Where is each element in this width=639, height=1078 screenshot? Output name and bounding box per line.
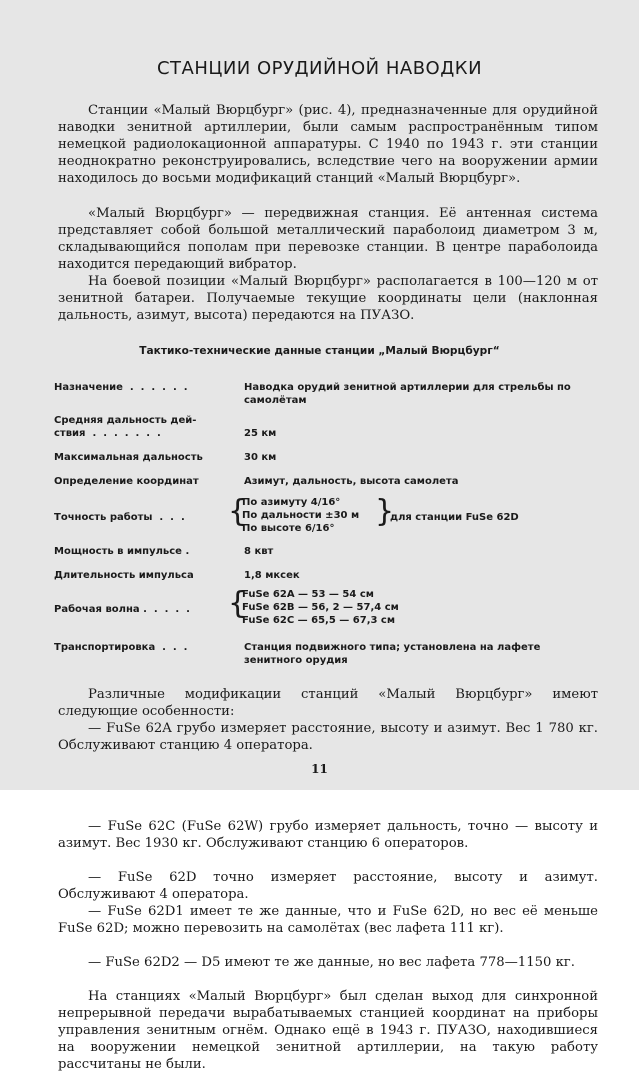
paragraph-sync-output: На станциях «Малый Вюрцбург» был сделан выход для синхронной непрерывной передачи вырабатываемых станцией координат на приборы управления зенитным огнём. Однако ещё в 1943 г. ПУАЗО, находившиеся на вооружении немецкой зенитной артиллерии, на такую работу рассчитаны не были. [58, 989, 598, 1072]
spec-label-avg-range: Средняя дальность дей- ствия . . . . . . . [54, 415, 197, 439]
spec-label-transport: Транспортировка . . . [54, 642, 188, 653]
page-title: СТАНЦИИ ОРУДИЙНОЙ НАВОДКИ [156, 58, 483, 79]
spec-label-accuracy: Точность работы . . . [54, 512, 185, 523]
spec-value-max-range: 30 км [244, 452, 277, 463]
spec-value-pulse: 1,8 мксек [244, 570, 300, 581]
wave-62a: FuSe 62A — 53 — 54 см [242, 589, 374, 600]
paragraph-intro: Станции «Малый Вюрцбург» (рис. 4), предназначенные для орудийной наводки зенитной артиллерии, были самым распространённым типом немецкой радиолокационной аппаратуры. С 1940 по 1943 г. эти станции неоднократно реконструировались, вследствие чего на вооружении армии находилось до восьми модификаций станций «Малый Вюрцбург». [58, 103, 598, 186]
spec-label-coords: Определение координат [54, 476, 199, 487]
spec-label-pulse: Длительность импульса [54, 570, 194, 581]
paragraph-62d2: — FuSe 62D2 — D5 имеют те же данные, но вес лафета 778—1150 кг. [88, 955, 575, 970]
spec-label-wave: Рабочая волна . . . . . [54, 604, 190, 615]
paragraph-antenna: «Малый Вюрцбург» — передвижная станция. Её антенная система представляет собой большой металлический параболоид диаметром 3 м, складывающийся пополам при перевозке станции. В центре параболоида находится передающий вибратор. [58, 206, 598, 272]
spec-label-purpose: Назначение . . . . . . [54, 382, 188, 393]
spec-value-power: 8 квт [244, 546, 274, 557]
spec-value-coords: Азимут, дальность, высота самолета [244, 476, 459, 487]
paragraph-position: На боевой позиции «Малый Вюрцбург» располагается в 100—120 м от зенитной батареи. Получаемые текущие координаты цели (наклонная дальность, азимут, высота) передаются на ПУАЗО. [58, 274, 598, 323]
brace-accuracy: { [228, 494, 248, 529]
paragraph-62a: — FuSe 62A грубо измеряет расстояние, высоту и азимут. Вес 1 780 кг. Обслуживают станцию 4 оператора. [58, 721, 598, 753]
paragraph-62d: — FuSe 62D точно измеряет расстояние, высоту и азимут. Обслуживают 4 оператора. [58, 870, 598, 902]
spec-label-max-range: Максимальная дальность [54, 452, 203, 463]
spec-wave-lines [242, 588, 399, 627]
wave-62b: FuSe 62B — 56, 2 — 57,4 см [242, 602, 399, 613]
accuracy-range: По дальности ±30 м [242, 510, 360, 521]
spec-value-avg-range: 25 км [244, 428, 277, 439]
spec-accuracy-lines [242, 496, 359, 535]
paragraph-modifications: Различные модификации станций «Малый Вюрцбург» имеют следующие особенности: [58, 687, 598, 719]
paragraph-62c: — FuSe 62C (FuSe 62W) грубо измеряет дальность, точно — высоту и азимут. Вес 1930 кг. Обслуживают станцию 6 операторов. [58, 819, 598, 851]
brace-accuracy-right: } [375, 494, 395, 529]
wave-62c: FuSe 62C — 65,5 — 67,3 см [242, 615, 396, 626]
accuracy-azimuth: По азимуту 4/16° [242, 497, 341, 508]
spec-label-power: Мощность в импульсе . [54, 546, 190, 557]
spec-value-purpose: Наводка орудий зенитной артиллерии для стрельбы по самолётам [244, 382, 571, 406]
spec-value-transport: Станция подвижного типа; установлена на лафете зенитного орудия [244, 642, 541, 666]
brace-wave: { [228, 586, 248, 621]
accuracy-altitude: По высоте 6/16° [242, 523, 335, 534]
paragraph-62d1: — FuSe 62D1 имеет те же данные, что и FuSe 62D, но вес её меньше FuSe 62D; можно перевозить на самолётах (вес лафета 111 кг). [58, 904, 598, 936]
spec-value-accuracy-note: для станции FuSe 62D [390, 512, 519, 523]
page-number: 11 [311, 762, 328, 776]
table-title: Тактико-технические данные станции „Малый Вюрцбург“ [139, 345, 500, 357]
